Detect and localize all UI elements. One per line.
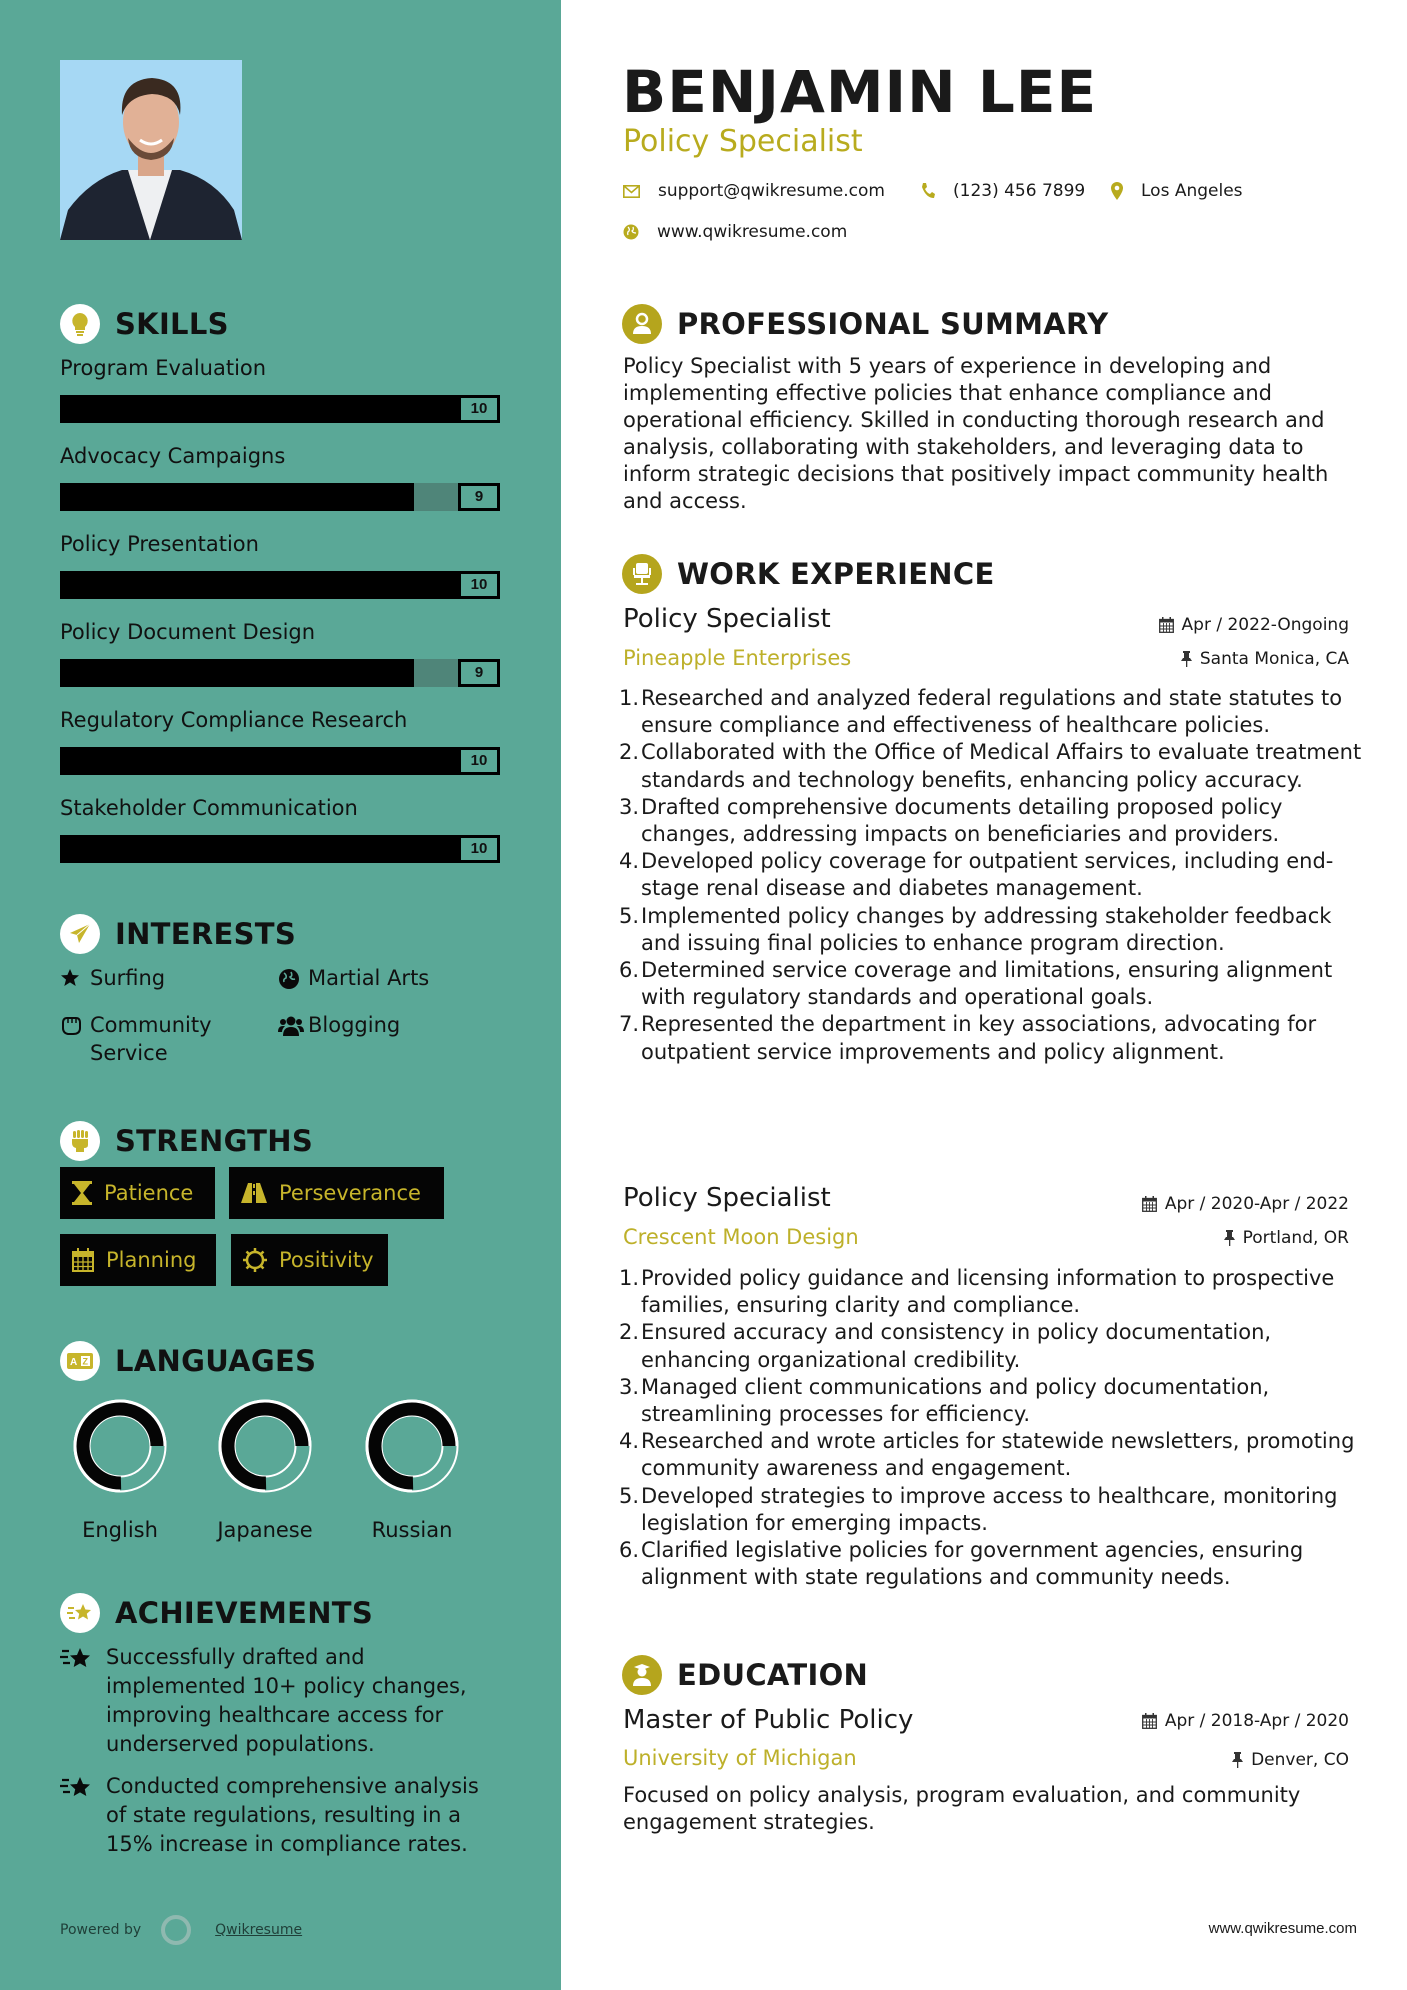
powered-by — [60, 1915, 302, 1945]
qwikresume-logo-icon — [161, 1915, 191, 1945]
achievement-text: Conducted comprehensive analysis of state regulations, resulting in a 15% increase in compliance rates. — [106, 1774, 479, 1856]
skill-label: Regulatory Compliance Research — [60, 708, 408, 732]
languages-header — [60, 1339, 316, 1383]
shooting-star-icon — [60, 1593, 100, 1633]
bullet-item: 4. Developed policy coverage for outpatient services, including end-stage renal disease and diabetes management. — [619, 849, 1334, 901]
language-item — [60, 1398, 180, 1542]
calendar-icon — [72, 1248, 94, 1272]
candidate-title: Policy Specialist — [623, 124, 863, 159]
education-dates: Apr / 2018-Apr / 2020 — [1142, 1711, 1349, 1731]
skill-label: Policy Presentation — [60, 532, 259, 556]
pushpin-icon — [1224, 1230, 1235, 1246]
bullet-item: 5. Developed strategies to improve access to healthcare, monitoring legislation for emerging impacts. — [619, 1483, 1338, 1535]
job-title: Policy Specialist — [623, 604, 831, 634]
language-donut — [364, 1398, 460, 1494]
fist-icon — [60, 1121, 100, 1161]
achievements-header — [60, 1591, 373, 1635]
bullet-item: 3. Drafted comprehensive documents detailing proposed policy changes, addressing impacts on beneficiaries and providers. — [619, 794, 1283, 847]
skill-label: Advocacy Campaigns — [60, 444, 286, 468]
footer-url[interactable]: www.qwikresume.com — [1208, 1920, 1357, 1937]
bullet-item: 6. Clarified legislative policies for government agencies, ensuring alignment with state regulations and community needs. — [619, 1538, 1304, 1590]
profile-photo — [60, 60, 242, 240]
interests-title: INTERESTS — [115, 917, 297, 951]
graduate-icon — [622, 1655, 662, 1695]
strength-label: Perseverance — [279, 1181, 421, 1205]
languages-title: LANGUAGES — [115, 1344, 317, 1378]
skill-item — [60, 441, 500, 511]
achievement-item — [60, 1772, 500, 1859]
skill-item — [60, 793, 500, 863]
skill-bar — [60, 395, 500, 423]
language-item — [352, 1398, 472, 1542]
strength-label: Patience — [104, 1181, 194, 1205]
skill-label: Policy Document Design — [60, 620, 316, 644]
road-icon — [241, 1183, 267, 1203]
strength-chip — [229, 1167, 444, 1219]
shooting-star-icon — [60, 1643, 106, 1759]
interest-label: Blogging — [308, 1013, 401, 1037]
bullet-item: 1. Provided policy guidance and licensing information to prospective families, ensuring clarity and compliance. — [619, 1266, 1335, 1318]
skills-title: SKILLS — [115, 307, 229, 341]
users-icon — [278, 1011, 308, 1037]
phone-text[interactable]: (123) 456 7899 — [953, 181, 1086, 201]
language-item — [205, 1398, 325, 1542]
education-title: EDUCATION — [677, 1658, 869, 1692]
skill-item — [60, 529, 500, 599]
skill-score: 10 — [458, 571, 500, 599]
strengths-header — [60, 1119, 313, 1163]
contact-website — [623, 222, 847, 242]
school-name: University of Michigan — [623, 1746, 857, 1770]
skill-score: 10 — [458, 747, 500, 775]
pushpin-icon — [1181, 651, 1192, 667]
website-text[interactable]: www.qwikresume.com — [657, 222, 848, 242]
achievement-item — [60, 1643, 500, 1759]
language-donut — [217, 1398, 313, 1494]
strength-label: Positivity — [279, 1248, 374, 1272]
hourglass-icon — [72, 1181, 92, 1205]
email-text[interactable]: support@qwikresume.com — [658, 181, 885, 201]
office-chair-icon — [622, 554, 662, 594]
skill-bar — [60, 659, 500, 687]
skill-bar — [60, 571, 500, 599]
sidebar — [0, 0, 561, 1990]
bullet-item: 5. Implemented policy changes by addressing stakeholder feedback and issuing final policies to enhance program direction. — [619, 903, 1332, 955]
bullet-item: 4. Researched and wrote articles for statewide newsletters, promoting community awareness and engagement. — [619, 1429, 1355, 1481]
skill-label: Stakeholder Communication — [60, 796, 358, 820]
hand-icon — [60, 1011, 90, 1037]
contact-phone — [921, 181, 1085, 201]
education-location: Denver, CO — [1232, 1750, 1349, 1770]
skill-bar — [60, 747, 500, 775]
experience-header — [622, 552, 995, 596]
bullet-item: 3. Managed client communications and policy documentation, streamlining processes for efficiency. — [619, 1374, 1270, 1427]
bullet-item: 1. Researched and analyzed federal regulations and state statutes to ensure compliance and effectiveness of healthcare policies. — [619, 686, 1343, 738]
powered-by-label: Powered by — [60, 1922, 142, 1938]
achievements-title: ACHIEVEMENTS — [115, 1596, 374, 1630]
skill-item — [60, 705, 500, 775]
main-content — [561, 0, 1407, 1990]
job-dates: Apr / 2020-Apr / 2022 — [1142, 1194, 1349, 1214]
shooting-star-icon — [60, 1772, 106, 1859]
job-bullets — [619, 1265, 1369, 1591]
envelope-icon — [623, 185, 640, 198]
svg-text:Z: Z — [82, 1356, 88, 1367]
lightbulb-icon — [60, 304, 100, 344]
bullet-item: 2. Collaborated with the Office of Medical Affairs to evaluate treatment standards and technology benefits, enhancing policy accuracy. — [619, 740, 1362, 792]
location-text: Los Angeles — [1141, 181, 1243, 201]
skill-score: 9 — [458, 659, 500, 687]
paper-plane-icon — [60, 914, 100, 954]
summary-title: PROFESSIONAL SUMMARY — [677, 307, 1109, 341]
strengths-title: STRENGTHS — [115, 1124, 314, 1158]
pushpin-icon — [1232, 1752, 1243, 1768]
skill-item — [60, 353, 500, 423]
job-dates: Apr / 2022-Ongoing — [1159, 615, 1349, 635]
education-description: Focused on policy analysis, program evaluation, and community engagement strategies. — [623, 1783, 1301, 1834]
skill-bar — [60, 483, 500, 511]
bullet-item: 7. Represented the department in key associations, advocating for outpatient service improvements and policy alignment. — [619, 1012, 1317, 1064]
skill-bar — [60, 835, 500, 863]
interest-label: Surfing — [90, 966, 166, 990]
skill-score: 9 — [458, 483, 500, 511]
language-icon — [60, 1341, 100, 1381]
globe-icon — [623, 224, 639, 240]
experience-title: WORK EXPERIENCE — [677, 557, 995, 591]
job-company: Crescent Moon Design — [623, 1225, 859, 1249]
bullet-item: 6. Determined service coverage and limitations, ensuring alignment with regulatory standards and operational goals. — [619, 958, 1333, 1010]
skill-score: 10 — [458, 395, 500, 423]
language-label: English — [82, 1518, 158, 1542]
interest-label: Martial Arts — [308, 966, 430, 990]
job-location: Santa Monica, CA — [1181, 649, 1349, 669]
achievement-text: Successfully drafted and implemented 10+ policy changes, improving healthcare access for underserved populations. — [106, 1645, 467, 1756]
degree-title: Master of Public Policy — [623, 1705, 914, 1735]
calendar-icon — [1142, 1196, 1157, 1212]
phone-icon — [921, 183, 935, 199]
contact-email — [623, 181, 885, 201]
interest-item — [60, 1011, 260, 1067]
bullet-item: 2. Ensured accuracy and consistency in policy documentation, enhancing organizational credibility. — [619, 1320, 1272, 1372]
calendar-icon — [1159, 617, 1174, 633]
svg-text:A: A — [70, 1357, 78, 1368]
skill-score: 10 — [458, 835, 500, 863]
candidate-name: BENJAMIN LEE — [622, 58, 1098, 126]
skill-label: Program Evaluation — [60, 356, 267, 380]
interests-header — [60, 912, 296, 956]
interest-label: Community Service — [90, 1013, 212, 1065]
skills-header — [60, 302, 229, 346]
map-pin-icon — [1111, 182, 1123, 200]
strength-label: Planning — [106, 1248, 197, 1272]
interest-item — [278, 964, 429, 992]
skill-item — [60, 617, 500, 687]
strength-chip — [60, 1234, 216, 1286]
interest-item — [60, 964, 165, 992]
star-icon — [60, 964, 90, 988]
sun-icon — [243, 1248, 267, 1272]
summary-text: Policy Specialist with 5 years of experience in developing and implementing effective policies that enhance compliance and operational efficiency. Skilled in conducting thorough research and analysis, collaborating with stakeholders, and leveraging data to inform strategic decisions that positively impact community health and access. — [623, 354, 1329, 513]
strength-chip — [231, 1234, 388, 1286]
contact-location — [1111, 181, 1243, 201]
job-title: Policy Specialist — [623, 1183, 831, 1213]
language-donut — [72, 1398, 168, 1494]
job-company: Pineapple Enterprises — [623, 646, 852, 670]
strength-chip — [60, 1167, 215, 1219]
language-label: Russian — [371, 1518, 453, 1542]
job-bullets — [619, 685, 1369, 1066]
interest-item — [278, 1011, 400, 1039]
calendar-icon — [1142, 1713, 1157, 1729]
user-icon — [622, 304, 662, 344]
education-header — [622, 1653, 868, 1697]
summary-header — [622, 302, 1108, 346]
qwikresume-link[interactable]: Qwikresume — [215, 1922, 303, 1938]
globe-icon — [278, 964, 308, 990]
job-location: Portland, OR — [1224, 1228, 1349, 1248]
language-label: Japanese — [217, 1518, 313, 1542]
